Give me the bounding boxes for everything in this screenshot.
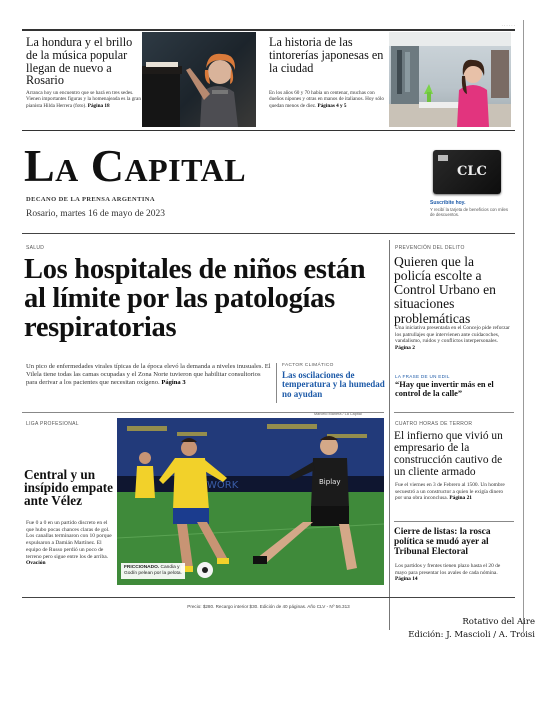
subscribe-label[interactable]: Suscribite hoy. [430,200,466,206]
edition-credit [408,616,535,642]
promo-bottom-rule [22,130,515,131]
factor-text[interactable]: Las oscilaciones de temperatura y la humedad no ayudan [282,370,385,399]
sports-headline[interactable]: Central y un insípido empate ante Vélez [24,467,114,509]
credit-line-2: Edición: J. Mascioli / A. Troisi [408,629,535,640]
police-text: Una iniciativa presentada en el Concejo pide reforzar los patrullajes que intervienen ante cuidacoches, vandalismo, ruidos y conflictos interpersonales. [395,325,510,345]
sports-body [26,520,116,567]
lead-section: SALUD [26,245,45,251]
mid-rule-right [394,412,514,413]
crime-page: Página 21 [449,495,472,502]
lead-page: Página 3 [161,378,186,386]
card-chip-icon [438,155,448,161]
pianist-illustration [142,32,256,127]
politics-page: Página 14 [395,576,418,583]
caption-text: Candia y Godín pelean por la pelota. [124,565,182,577]
lead-factor-divider [276,363,277,403]
crime-bottom-rule [394,521,514,522]
laundry-photo [389,32,511,127]
footer-rule [22,597,515,598]
police-body [395,325,511,351]
lead-body [26,363,271,387]
subscribe-text: Y recibí la tarjeta de beneficios con miles de descuentos. [430,207,509,218]
crime-headline[interactable]: El infierno que vivió un empresario de la construcción cautivo de un cliente armado [394,430,503,479]
date-line: Rosario, martes 16 de mayo de 2023 [26,209,166,219]
sports-page: Ovación [26,560,46,567]
promo-right-headline[interactable]: La historia de las tintorerías japonesas en la ciudad [269,35,384,75]
pianist-photo [142,32,256,127]
newspaper-front-page [14,20,524,632]
credit-line-1: Rotativo del Aire [462,616,535,627]
right-column-divider [389,240,390,630]
quote-text[interactable]: “Hay que invertir más en el control de la calle” [395,380,494,398]
crime-text: Fue el viernes en 3 de Febrero al 1500. Un hombre secuestró a un constructor a quien le exigía dinero por una obra inconclusa. [395,482,505,502]
masthead-title[interactable]: La Capital [24,140,247,191]
lead-text: Un pico de enfermedades virales típicas de la época elevó la demanda a niveles inusuales. El Vilela tiene todas las camas ocupadas y el Zona Norte tuvieron que habilitar consultorios para derivar a los pacientes que necesitan oxígeno. [26,363,271,386]
card-logo: CLC [457,164,487,179]
politics-text: Los partidos y frentes tienen plazo hasta el 20 de mayo para presentar los avales de cada nómina. [395,563,501,576]
promo-left-headline[interactable]: La hondura y el brillo de la música popular llegan de nuevo a Rosario [26,35,133,88]
police-section: PREVENCIÓN DEL DELITO [395,245,465,251]
crime-section: CUATRO HORAS DE TERROR [395,421,473,427]
promo-left-body [26,90,146,109]
promo-left-page: Página 18 [87,102,110,109]
caption-label: FRICCIONADO. [124,565,160,571]
politics-body [395,563,511,583]
photo-credit: Marcelo Manera / La Capital [314,412,362,416]
factor-label: FACTOR CLIMÁTICO [282,363,334,368]
promo-left-text: Arranca hoy un encuentro que se hará en tres sedes. Vienen importantes figuras y la homenajeada es la gran pianista Hilda Herrera (foto). [26,90,141,109]
laundry-illustration [389,32,511,127]
svg-text:Biplay: Biplay [319,478,341,486]
police-headline[interactable]: Quieren que la policía escolte a Control Urbano en situaciones problemáticas [394,254,496,326]
masthead-tagline: DECANO DE LA PRENSA ARGENTINA [26,196,155,203]
sports-section: LIGA PROFESIONAL [26,421,79,427]
top-rule [22,29,515,31]
sports-text: Fue 0 a 0 en un partido discreto en el que hubo pocas chances claras de gol. Los canallas terminaron con 10 porque expulsaron a Damián Martínez. El equipo de Russo perdió un poco de terreno pero sigue entre los de arriba. [26,520,112,560]
photo-caption [121,563,185,579]
soccer-photo [117,418,384,585]
lead-headline[interactable]: Los hospitales de niños están al límite por las patologías respiratorias [24,254,366,344]
club-card[interactable] [433,150,501,194]
police-page: Página 2 [395,344,415,351]
politics-headline[interactable]: Cierre de listas: la rosca política se mudó ayer al Tribunal Electoral [394,527,491,558]
soccer-illustration [117,418,384,585]
promo-right-body [269,90,387,109]
promo-right-page: Páginas 4 y 5 [317,102,347,109]
edition-note: · · · · · · [501,23,515,28]
quote-label: LA FRASE DE UN EDIL [395,374,450,379]
crime-body [395,482,511,502]
promo-right-text: En los años 60 y 70 había un centenar, muchas con dueños nipones y otras en manos de italianos. Hoy sólo quedan menos de diez. [269,90,384,109]
masthead-bottom-rule [22,233,515,234]
price-line: Precio: $280. Recargo interior $30. Edición de 40 páginas. Año CLV - Nº 56.313 [187,604,350,609]
svg-text:WORK: WORK [207,480,239,491]
